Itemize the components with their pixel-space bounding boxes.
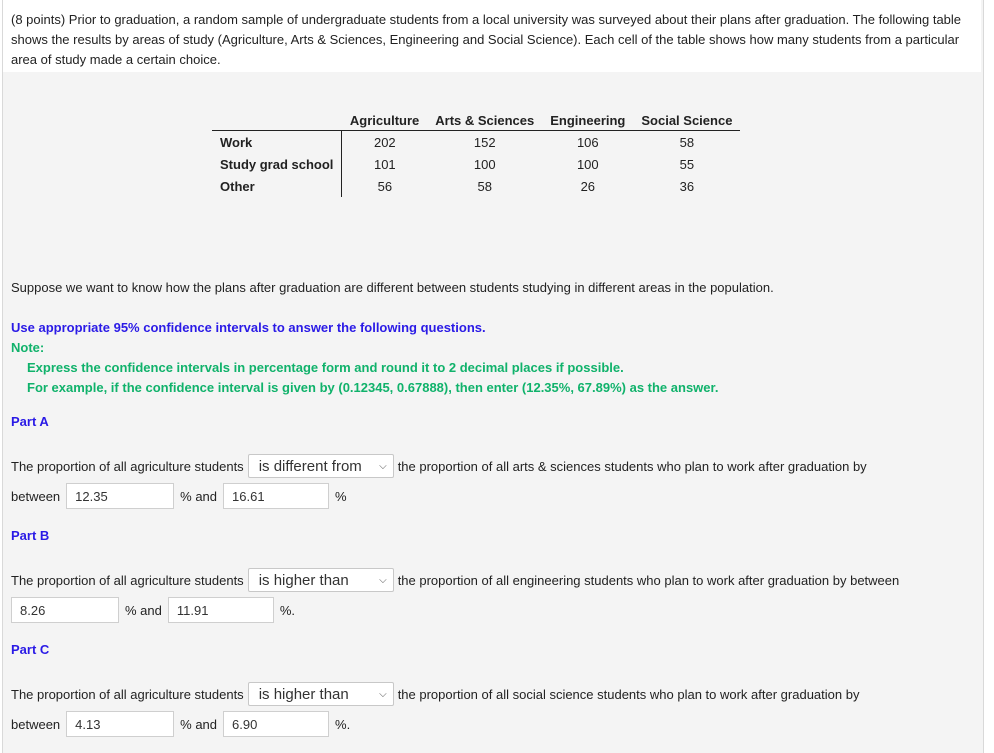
- table-cell: 100: [576, 156, 599, 172]
- part-a-tail: the proportion of all arts & sciences students who plan to work after graduation by: [397, 458, 867, 474]
- part-b-upper-input[interactable]: 11.91: [168, 597, 274, 623]
- table-cell: 202: [373, 134, 396, 150]
- table-cell: 100: [473, 156, 496, 172]
- part-c-lower-input[interactable]: 4.13: [66, 711, 174, 737]
- table-cell: 58: [477, 178, 492, 194]
- table-row: [212, 153, 740, 175]
- part-b-sentence: [11, 568, 899, 592]
- part-a-interval: [11, 483, 347, 509]
- table-cell: 56: [377, 178, 393, 194]
- col-header-social-science: Social Science: [633, 110, 740, 131]
- part-b-tail: the proportion of all engineering students who plan to work after graduation by between: [397, 572, 900, 588]
- part-c-and: % and: [180, 716, 218, 732]
- part-c-interval: [11, 711, 350, 737]
- part-a-between: between: [11, 488, 61, 504]
- chevron-down-icon: ⌵: [379, 574, 387, 586]
- survey-table: [212, 110, 740, 197]
- table-cell: 152: [473, 134, 496, 150]
- table-cell: 58: [679, 134, 695, 150]
- part-a-comparison-select[interactable]: [248, 454, 394, 478]
- corner-header: [212, 110, 342, 131]
- part-b-and: % and: [125, 602, 162, 618]
- row-label: Other: [212, 175, 342, 197]
- table-row: [212, 175, 740, 197]
- table-row: [212, 131, 740, 154]
- instruction-text: Use appropriate 95% confidence intervals to answer the following questions.: [11, 320, 486, 335]
- table-cell: 55: [679, 156, 695, 172]
- part-b-lower-input[interactable]: 8.26: [11, 597, 119, 623]
- table-cell: 101: [373, 156, 396, 172]
- part-b-lead: The proportion of all agriculture students: [11, 572, 244, 588]
- suppose-text: Suppose we want to know how the plans after graduation are different between students studying in different areas in the population.: [11, 280, 774, 295]
- col-header-agriculture: Agriculture: [342, 110, 427, 131]
- table-cell: 36: [679, 178, 695, 194]
- part-c-tail: the proportion of all social science students who plan to work after graduation by: [397, 686, 860, 702]
- part-a-upper-input[interactable]: 16.61: [223, 483, 329, 509]
- part-a-title: Part A: [11, 414, 49, 429]
- part-b-percent: %.: [279, 602, 296, 618]
- col-header-arts-sciences: Arts & Sciences: [427, 110, 542, 131]
- part-a-select-value: is different from: [258, 457, 362, 475]
- part-c-percent: %.: [335, 716, 351, 732]
- part-c-title: Part C: [11, 642, 50, 657]
- part-c-lead: The proportion of all agriculture students: [11, 686, 244, 702]
- part-a-lead: The proportion of all agriculture students: [11, 458, 244, 474]
- question-intro: (8 points) Prior to graduation, a random sample of undergraduate students from a local university was surveyed about their plans after graduation. The following table shows the results by areas of study (Agriculture, Arts & Sciences, Engineering and Social Science). Each cell of the table shows how many students from a particular area of study made a certain choice.: [11, 10, 971, 70]
- part-a-lower-input[interactable]: 12.35: [66, 483, 174, 509]
- part-a-and: % and: [180, 488, 218, 504]
- row-label: Study grad school: [212, 153, 342, 175]
- part-c-comparison-select[interactable]: [248, 682, 394, 706]
- row-label: Work: [212, 131, 342, 154]
- part-a-sentence: [11, 454, 867, 478]
- chevron-down-icon: ⌵: [379, 460, 387, 472]
- note-line-1: Express the confidence intervals in percentage form and round it to 2 decimal places if possible.: [27, 360, 624, 375]
- note-label: Note:: [11, 340, 45, 355]
- part-c-between: between: [11, 716, 61, 732]
- part-b-select-value: is higher than: [258, 571, 349, 589]
- part-c-sentence: [11, 682, 859, 706]
- part-b-interval: [5, 597, 295, 623]
- part-a-percent: %: [335, 488, 347, 504]
- part-b-comparison-select[interactable]: [248, 568, 394, 592]
- note-line-2: For example, if the confidence interval is given by (0.12345, 0.67888), then enter (12.35%, 67.89%) as the answer.: [27, 380, 719, 395]
- table-cell: 26: [580, 178, 596, 194]
- chevron-down-icon: ⌵: [379, 688, 387, 700]
- part-c-select-value: is higher than: [258, 685, 349, 703]
- part-c-upper-input[interactable]: 6.90: [223, 711, 329, 737]
- part-b-title: Part B: [11, 528, 50, 543]
- table-cell: 106: [576, 134, 599, 150]
- col-header-engineering: Engineering: [542, 110, 633, 131]
